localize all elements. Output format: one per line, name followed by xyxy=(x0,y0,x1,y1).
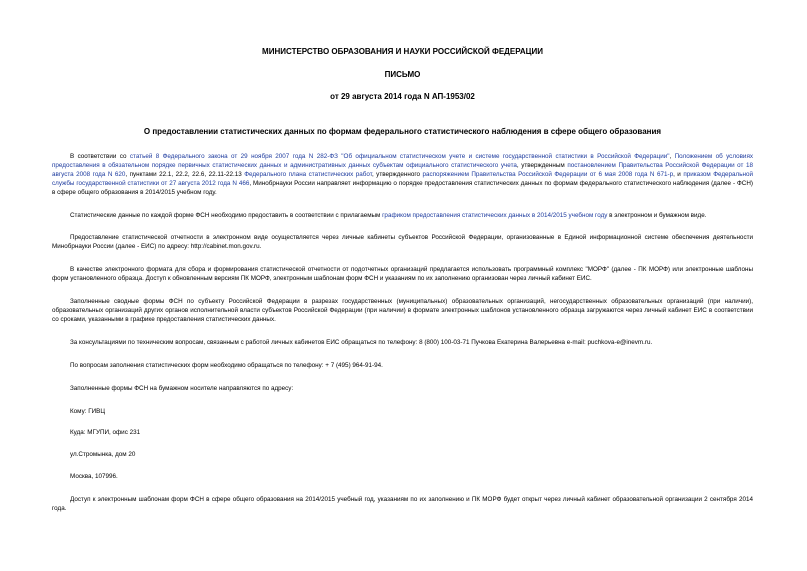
link-schedule[interactable]: графиком предоставления статистических данных в 2014/2015 учебном году xyxy=(382,211,608,219)
text-fragment: , утвержденным xyxy=(516,161,568,169)
paragraph-schedule xyxy=(52,212,753,221)
address-street: ул.Стромынка, дом 20 xyxy=(70,451,136,459)
document-type: ПИСЬМО xyxy=(384,70,421,79)
text-fragment: в электронном и бумажном виде. xyxy=(607,211,707,219)
link-regulation-statistics[interactable]: Положением об условиях предоставления в обязательном порядке первичных статистических данных и административных данных субъектам официального статистического учета xyxy=(52,153,753,169)
link-federal-law-282[interactable]: статьей 8 Федерального закона от 29 ноября 2007 года N 282-ФЗ "Об официальном статистическом учете и системе государственной статистики в Российской Федерации" xyxy=(129,153,670,160)
link-federal-plan[interactable]: Федерального плана статистических работ xyxy=(244,170,372,178)
text-fragment: , и xyxy=(673,170,684,178)
ministry-name: МИНИСТЕРСТВО ОБРАЗОВАНИЯ И НАУКИ РОССИЙСКОЙ ФЕДЕРАЦИИ xyxy=(262,47,543,56)
text-fragment: , xyxy=(669,153,675,160)
text-fragment: , пунктами 22.1, 22.2, 22.6, 22.11-22.13 xyxy=(125,170,245,178)
text-fragment: В соответствии со xyxy=(70,153,130,160)
address-city: Москва, 107996. xyxy=(70,473,118,481)
paragraph-forms-questions: По вопросам заполнения статистических форм необходимо обращаться по телефону: + 7 (495) 964-91-94. xyxy=(70,361,383,369)
link-government-order-671r[interactable]: распоряжением Правительства Российской Федерации от 6 мая 2008 года N 671-р xyxy=(422,170,674,178)
paragraph-electronic-format: В качестве электронного формата для сбора и формирования статистической отчетности от подотчетных организаций предлагается использовать программный комплекс "МОРФ" (далее - ПК МОРФ) или электронные шаблоны форм установленного образца. Доступ к обновленным версиям ПК МОРФ, электронным шаблонам форм ФСН и указаниям по их заполнению организован через личный кабинет ЕИС. xyxy=(52,266,753,283)
address-destination: Куда: МГУПИ, офис 231 xyxy=(70,429,141,437)
paragraph-paper-address-intro: Заполненные формы ФСН на бумажном носителе направляются по адресу: xyxy=(70,384,294,392)
paragraph-access-date: Доступ к электронным шаблонам форм ФСН в сфере общего образования на 2014/2015 учебный год, указаниям по их заполнению и ПК МОРФ будет открыт через личный кабинет образовательной организации 2 сентября 2014 года. xyxy=(52,496,753,513)
paragraph-legal-basis xyxy=(52,153,753,198)
document-subject: О предоставлении статистических данных по формам федерального статистического наблюдения в сфере общего образования xyxy=(143,127,662,136)
paragraph-electronic-submission: Предоставление статистической отчетности в электронном виде осуществляется через личные кабинеты субъектов Российской Федерации, организованные в Единой информационной системе обеспечения деятельности Минобрнауки России (далее - ЕИС) по адресу: http://cabinet.mon.gov.ru. xyxy=(52,234,753,251)
link-government-decree-620[interactable]: постановлением Правительства Российской Федерации от 18 августа 2008 года N 620 xyxy=(52,161,754,178)
text-fragment: , Минобрнауки России направляет информацию о порядке предоставления статистических данных по формам федерального статистического наблюдения (далее - ФСН) в сфере общего образования в 2014/2015 учебном году. xyxy=(52,179,753,196)
paragraph-technical-support: За консультациями по техническим вопросам, связанным с работой личных кабинетов ЕИС обращаться по телефону: 8 (800) 100-03-71 Пучкова Екатерина Валерьевна e-mail: puchkova-e@inevm.ru. xyxy=(70,338,653,346)
address-recipient: Кому: ГИВЦ xyxy=(70,407,106,415)
text-fragment: Статистические данные по каждой форме ФСН необходимо предоставить в соответствии с прилагаемым xyxy=(70,211,383,219)
document-date-number: от 29 августа 2014 года N АП-1953/02 xyxy=(330,92,475,101)
paragraph-consolidated-forms: Заполненные сводные формы ФСН по субъекту Российской Федерации в разрезах государственных (муниципальных) образовательных организаций, негосударственных образовательных организаций (при наличии), образовательных организаций других органов исполнительной власти субъектов Российской Федерации (при наличии) в формате электронных шаблонов установленного образца загружаются через личный кабинет ЕИС в соответствии со сроками, указанными в графике предоставления статистических данных. xyxy=(52,298,753,323)
document-body xyxy=(52,153,753,514)
link-rosstat-order-466[interactable]: приказом Федеральной службы государственной статистики от 27 августа 2012 года N 466 xyxy=(52,170,753,187)
text-fragment: , утвержденного xyxy=(371,170,423,178)
